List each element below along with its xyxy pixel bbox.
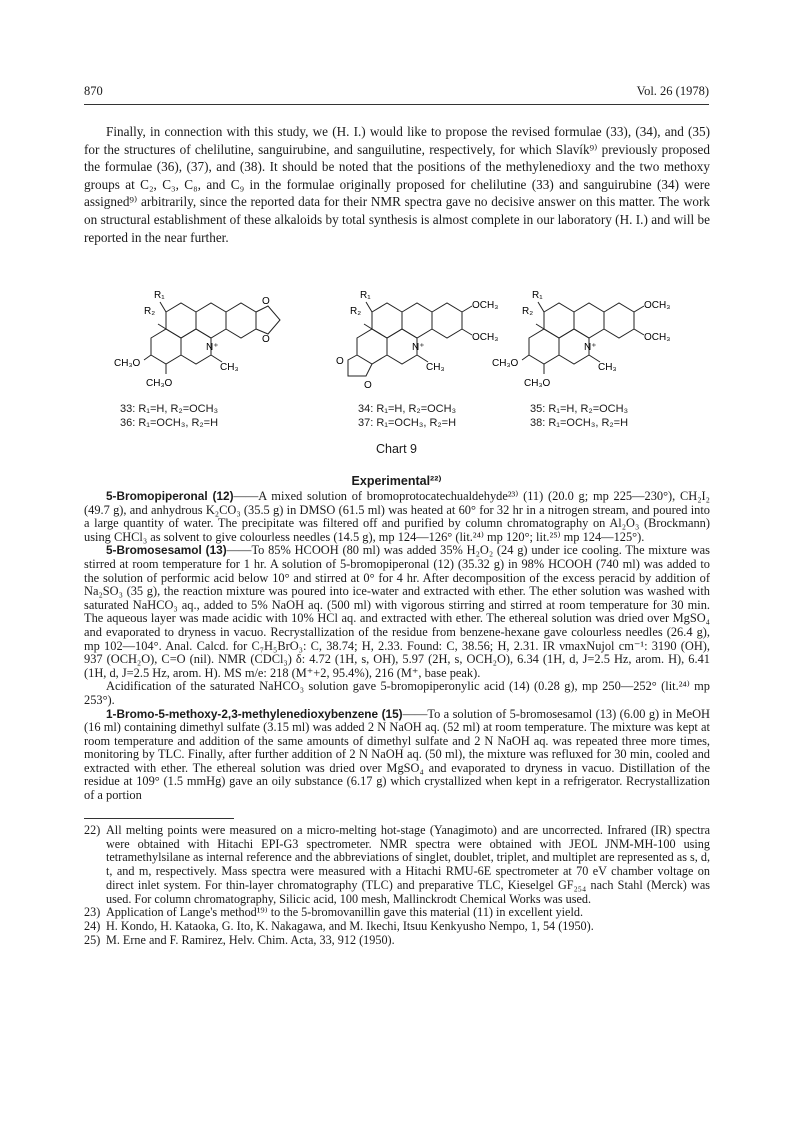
nitrogen-label: N⁺: [412, 342, 425, 353]
structure-34-37: [320, 282, 500, 432]
structure-35-38-drawing: [492, 282, 672, 402]
footnote-text: Application of Lange's method¹⁹⁾ to the 5-bromovanillin gave this material (11) in excellent yield.: [106, 905, 583, 920]
page-number: 870: [84, 84, 103, 98]
n-methyl-label: CH₃: [220, 362, 239, 373]
footnote-text: M. Erne and F. Ramirez, Helv. Chim. Acta, 33, 912 (1950).: [106, 932, 395, 947]
paragraph-text: Acidification of the saturated NaHCO₃ solution gave 5-bromopiperonylic acid (14) (0.28 g), mp 250—252° (lit.²⁴⁾ mp 253°).: [84, 679, 710, 707]
footnote: [84, 934, 710, 948]
paragraph-text: ——A mixed solution of bromoprotocatechualdehyde²³⁾ (11) (20.0 g; mp 225—230°), CH₂I₂ (49.7 g), and anhydrous K₂CO₃ (35.5 g) in DMSO (61.5 ml) was heated at 60° for 32 hr in a nitrogen stream, and poured into a large quantity of water. The precipitate was filtered off and purified by column chromatography on Al₂O₃ (Brockmann) using CHCl₃ as solvent to give colourless needles (14.5 g), mp 124—126° (lit.²⁴⁾ mp 120°; lit.²⁵⁾ mp 124—125°).: [84, 489, 710, 544]
r2-label: R₂: [350, 306, 362, 317]
intro-paragraph: Finally, in connection with this study, we (H. I.) would like to propose the revised formulae (33), (34), and (35) for the structures of chelilutine, sanguirubine, and sanguilutine, respectively, for which Slavík⁹⁾ previously proposed the formulae (36), (37), and (38). It should be noted that the positions of the methylenedioxy and the two methoxy groups at C₂, C₃, C₈, and C₉ in the formulae originally proposed for chelilutine (33) and sanguirubine (34) were assigned⁹⁾ arbitrarily, since the reported data for their NMR spectra gave no decisive answer on this matter. The work on structural establishment of these alkaloids by total synthesis is almost complete in our laboratory (H. I.) and will be reported in the near further.: [84, 124, 710, 245]
footnote: [84, 906, 710, 920]
n-methyl-label: CH₃: [426, 362, 445, 373]
experimental-paragraph: [84, 490, 710, 544]
r1-label: R₁: [360, 290, 371, 301]
structure-33-36-drawing: [114, 282, 294, 402]
ring-oxygen-1: O: [262, 296, 270, 307]
structure-35-38: [492, 282, 672, 432]
methoxy-label-b: OCH₃: [644, 332, 671, 343]
ring-oxygen-2: O: [262, 334, 270, 345]
structure-caption: 35: R₁=H, R₂=OCH₃ 38: R₁=OCH₃, R₂=H: [530, 403, 629, 429]
intro-section: [84, 123, 710, 246]
footnote-number: 24): [84, 918, 101, 933]
methoxy-label-b: OCH₃: [472, 332, 499, 343]
experimental-paragraph: [84, 708, 710, 803]
volume-label: Vol. 26 (1978): [636, 84, 709, 98]
footnote-text: All melting points were measured on a micro-melting hot-stage (Yanagimoto) and are uncorrected. Infrared (IR) spectra were obtained with Hitachi EPI-G3 spectrometer. NMR spectra were obtained with JEOL JNM-MH-100 using tetramethylsilane as internal reference and the abbreviations of singlet, doublet, triplet, and multiplet are represented as s, d, t, and m, respectively. Mass spectra were measured with a Hitachi RMU-6E spectrometer at 70 eV chamber voltage on direct inlet system. For thin-layer chromatography (TLC) and preparative TLC, Kieselgel GF₂₅₄ nach Stahl (Merck) was used. For column chromatography, Silicic acid, 100 mesh, Mallinckrodt Chemical Works was used.: [106, 823, 710, 906]
structure-caption: 34: R₁=H, R₂=OCH₃ 37: R₁=OCH₃, R₂=H: [358, 403, 457, 429]
n-methyl-label: CH₃: [598, 362, 617, 373]
chart-label: Chart 9: [376, 442, 417, 456]
footnote-rule: [84, 818, 234, 819]
footnote: [84, 824, 710, 906]
experimental-heading: Experimental²²⁾: [351, 474, 442, 488]
chart-9-structures: [84, 282, 710, 432]
compound-name: 5-Bromopiperonal (12): [106, 489, 234, 503]
structure-34-37-drawing: [320, 282, 500, 402]
paragraph-text: ——To a solution of 5-bromosesamol (13) (6.00 g) in MeOH (16 ml) containing dimethyl sulfate (3.15 ml) was added 2 N NaOH aq. (52 ml) at room temperature. The mixture was kept at room temperature and addition of the same amounts of dimethyl sulfate and 2 N NaOH aq. was repeated three more times, monitoring by TLC. Finally, after further addition of 2 N NaOH aq. (50 ml), the mixture was refluxed for 30 min, cooled and extracted with ether. The ethereal solution was dried over MgSO₄ and evaporated to dryness in vacuo. Distillation of the residue at 109° (1.5 mmHg) gave an oily substance (6.17 g) which crystallized when kept in a refrigerator. Recrystallization of a portion: [84, 706, 710, 803]
footnote-number: 25): [84, 932, 101, 947]
ring-oxygen-1: O: [336, 356, 344, 367]
nitrogen-label: N⁺: [206, 342, 219, 353]
r1-label: R₁: [154, 290, 165, 301]
r2-label: R₂: [144, 306, 156, 317]
methoxy-label-b: CH₃O: [146, 378, 173, 389]
compound-name: 1-Bromo-5-methoxy-2,3-methylenedioxybenzene (15): [106, 706, 403, 721]
methoxy-label-a: OCH₃: [472, 300, 499, 311]
compound-name: 5-Bromosesamol (13): [106, 543, 227, 558]
structure-33-36: [114, 282, 294, 432]
footnote: [84, 920, 710, 934]
footnote-number: 23): [84, 905, 101, 920]
experimental-paragraph: [84, 680, 710, 707]
footnote-number: 22): [84, 823, 101, 837]
footnote-text: H. Kondo, H. Kataoka, G. Ito, K. Nakagawa, and M. Ikechi, Itsuu Kenkyusho Nempo, 1, 54 (1950).: [106, 918, 594, 933]
methoxy-label-d: CH₃O: [524, 378, 551, 389]
experimental-section: [84, 490, 710, 803]
r1-label: R₁: [532, 290, 543, 301]
r2-label: R₂: [522, 306, 534, 317]
nitrogen-label: N⁺: [584, 342, 597, 353]
methoxy-label-a: CH₃O: [114, 358, 141, 369]
running-header: [84, 82, 709, 105]
methoxy-label-a: OCH₃: [644, 300, 671, 311]
structure-caption: 33: R₁=H, R₂=OCH₃ 36: R₁=OCH₃, R₂=H: [120, 403, 219, 429]
ring-oxygen-2: O: [364, 380, 372, 391]
experimental-paragraph: [84, 544, 710, 680]
paragraph-text: ——To 85% HCOOH (80 ml) was added 35% H₂O₂ (24 g) under ice cooling. The mixture was stirred at room temperature for 1 hr. A solution of 5-bromopiperonal (12) (35.32 g) in 98% HCOOH (740 ml) was added to the solution of performic acid below 10° and stirred at 0° for 4 hr. After decomposition of the excess peracid by addition of Na₂SO₃ (35 g), the reaction mixture was poured into ice-water and extracted with ether. The ether solution was washed with saturated NaHCO₃ aq., added to 5% NaOH aq. (500 ml) with vigorous stirring and stirred at room temperature for 30 min. The aqueous layer was made acidic with 10% HCl aq. and extracted with ether. The ethereal solution was dried over MgSO₄ and evaporated to dryness in vacuo. Recrystallization of the residue from benzene-hexane gave colourless needles (26.4 g), mp 102—104°. Anal. Calcd. for C₇H₅BrO₃: C, 38.74; H, 2.33. Found: C, 38.56; H, 2.31. IR νmaxNujol cm⁻¹: 3190 (OH), 937 (OCH₂O), C=O (nil). NMR (CDCl₃) δ: 4.72 (1H, s, OH), 5.97 (2H, s, OCH₂O), 6.34 (1H, d, J=2.5 Hz, arom. H), 6.41 (1H, d, J=2.5 Hz, arom. H). MS m/e: 218 (M⁺+2, 95.4%), 216 (M⁺, base peak).: [84, 543, 710, 680]
footnotes: [84, 824, 710, 947]
methoxy-label-c: CH₃O: [492, 358, 519, 369]
